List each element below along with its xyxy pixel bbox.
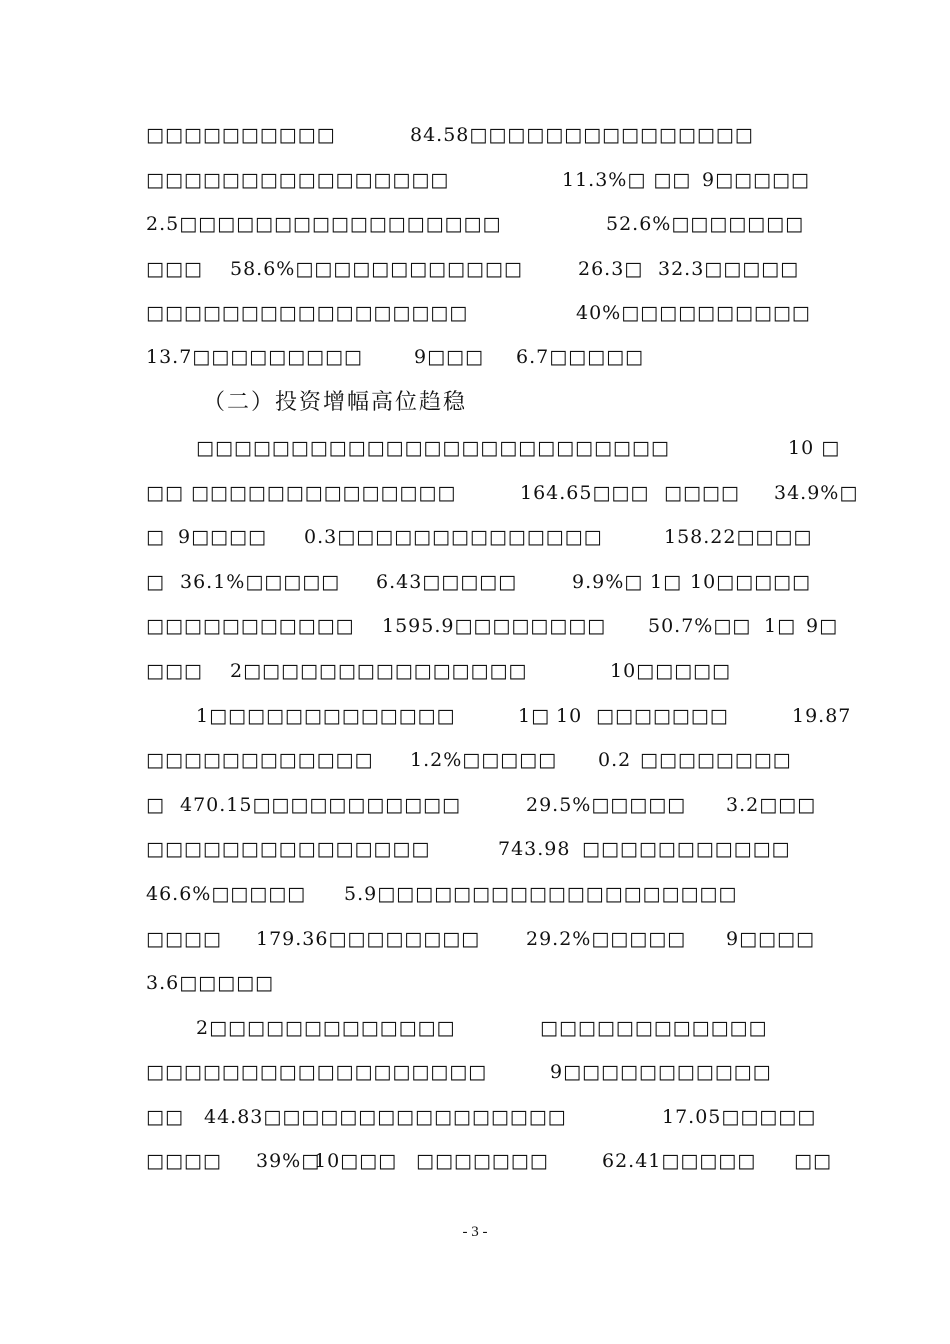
text-line-2	[146, 169, 810, 191]
text-fragment: 17.05□□□□□	[662, 1106, 817, 1128]
text-fragment: □□□□□□□□□□□□□□□□□□	[146, 1061, 488, 1083]
text-fragment: 9□□□□□	[702, 169, 810, 191]
text-fragment: 1□□□□□□□□□□□□□	[196, 705, 456, 727]
text-fragment: 1□	[650, 571, 683, 593]
page-number: - 3 -	[462, 1224, 488, 1240]
text-fragment: 13.7□□□□□□□□□	[146, 346, 363, 368]
text-line-6	[146, 346, 644, 368]
text-fragment: 29.2%□□□□□	[526, 928, 687, 950]
text-fragment: □□□□□□□□□□□□□□□□	[146, 169, 450, 191]
text-fragment: 10 □	[788, 437, 841, 459]
text-fragment: 40%□□□□□□□□□□	[576, 302, 811, 324]
text-fragment: □□□	[146, 660, 203, 682]
text-fragment: 10□□□□□	[690, 571, 811, 593]
text-line-23	[146, 1150, 832, 1172]
text-line-13	[196, 705, 852, 727]
text-fragment: 39%□	[256, 1150, 321, 1172]
text-line-8	[146, 482, 859, 504]
text-fragment: 1□	[518, 705, 551, 727]
text-fragment: 52.6%□□□□□□□	[606, 213, 805, 235]
text-line-1	[146, 124, 754, 146]
text-line-15	[146, 794, 817, 816]
text-fragment: □□□□□□□□	[640, 749, 792, 771]
text-fragment: □□□□	[146, 1150, 222, 1172]
text-fragment: 6.43□□□□□	[376, 571, 518, 593]
text-fragment: 19.87	[792, 705, 852, 727]
text-line-17	[146, 883, 738, 905]
text-fragment: □□□□□□□□□□□	[582, 838, 791, 860]
text-fragment: 179.36□□□□□□□□	[256, 928, 481, 950]
text-fragment: 10□□□	[314, 1150, 398, 1172]
text-fragment: 0.2	[598, 749, 632, 771]
text-fragment: 10	[556, 705, 583, 727]
text-line-5	[146, 302, 811, 324]
text-fragment: 50.7%□□	[648, 615, 752, 637]
text-fragment: 743.98	[498, 838, 571, 860]
text-fragment: 3.2□□□	[726, 794, 817, 816]
text-fragment: 1□	[764, 615, 797, 637]
text-fragment: 46.6%□□□□□	[146, 883, 307, 905]
text-line-19	[146, 972, 274, 994]
text-fragment: □	[146, 571, 165, 593]
text-fragment: 1.2%□□□□□	[410, 749, 558, 771]
text-fragment: 2□□□□□□□□□□□□□□□	[230, 660, 528, 682]
text-line-12	[146, 660, 731, 682]
text-fragment: □□□□□□□□□□	[146, 124, 336, 146]
text-fragment: 9□□□	[414, 346, 484, 368]
text-fragment: 29.5%□□□□□	[526, 794, 687, 816]
text-fragment: 9.9%□	[572, 571, 644, 593]
text-fragment: □	[146, 794, 165, 816]
text-fragment: 10□□□□□	[610, 660, 731, 682]
text-fragment: 2.5□□□□□□□□□□□□□□□□□	[146, 213, 502, 235]
text-fragment: □□□□□□□□□□□□	[540, 1017, 768, 1039]
text-line-10	[146, 571, 811, 593]
text-line-3	[146, 213, 805, 235]
text-line-4	[146, 258, 800, 280]
text-line-11	[146, 615, 839, 637]
text-fragment: 34.9%□	[774, 482, 859, 504]
text-line-16	[146, 838, 791, 860]
text-fragment: □□	[146, 1106, 184, 1128]
text-fragment: 26.3□	[578, 258, 644, 280]
text-fragment: 62.41□□□□□	[602, 1150, 757, 1172]
text-fragment: 3.6□□□□□	[146, 972, 274, 994]
text-fragment: □□□□	[146, 928, 222, 950]
text-fragment: 164.65□□□	[520, 482, 650, 504]
text-fragment: 11.3%□ □□	[562, 169, 692, 191]
text-fragment: 1595.9□□□□□□□□	[382, 615, 607, 637]
text-fragment: 9□□□□	[726, 928, 815, 950]
text-fragment: □	[146, 526, 165, 548]
text-fragment: 9□□□□	[178, 526, 267, 548]
text-fragment: □□□□□□□	[416, 1150, 549, 1172]
text-fragment: 0.3□□□□□□□□□□□□□□	[304, 526, 603, 548]
text-fragment: □□□□□□□□□□□□□□□□□	[146, 302, 469, 324]
text-fragment: 44.83□□□□□□□□□□□□□□□□	[204, 1106, 567, 1128]
text-line-18	[146, 928, 815, 950]
text-fragment: 158.22□□□□	[664, 526, 813, 548]
text-line-21	[146, 1061, 772, 1083]
text-fragment: 470.15□□□□□□□□□□□	[180, 794, 461, 816]
text-line-7	[196, 437, 841, 459]
text-line-9	[146, 526, 813, 548]
text-fragment: 58.6%□□□□□□□□□□□□	[230, 258, 523, 280]
text-fragment: 5.9□□□□□□□□□□□□□□□□□□□	[344, 883, 738, 905]
text-fragment: □□	[794, 1150, 832, 1172]
text-fragment: □□□□□□□	[596, 705, 729, 727]
text-fragment: 84.58□□□□□□□□□□□□□□□	[410, 124, 754, 146]
text-line-20	[196, 1017, 768, 1039]
text-fragment: □□□□□□□□□□□□□□□□□□□□□□□□□	[196, 437, 670, 459]
text-fragment: □□□□	[664, 482, 740, 504]
text-fragment: 32.3□□□□□	[658, 258, 800, 280]
text-fragment: 9□□□□□□□□□□□	[550, 1061, 772, 1083]
text-line-14	[146, 749, 792, 771]
text-fragment: □□ □□□□□□□□□□□□□□	[146, 482, 457, 504]
section-heading: （二）投资增幅高位趋稳	[203, 390, 468, 415]
text-fragment: 6.7□□□□□	[516, 346, 644, 368]
text-fragment: 2□□□□□□□□□□□□□	[196, 1017, 456, 1039]
text-fragment: 36.1%□□□□□	[180, 571, 341, 593]
text-fragment: □□□	[146, 258, 203, 280]
text-fragment: □□□□□□□□□□□□	[146, 749, 374, 771]
text-fragment: 9□	[806, 615, 839, 637]
text-fragment: □□□□□□□□□□□□□□□	[146, 838, 431, 860]
text-fragment: □□□□□□□□□□□	[146, 615, 355, 637]
text-line-22	[146, 1106, 817, 1128]
